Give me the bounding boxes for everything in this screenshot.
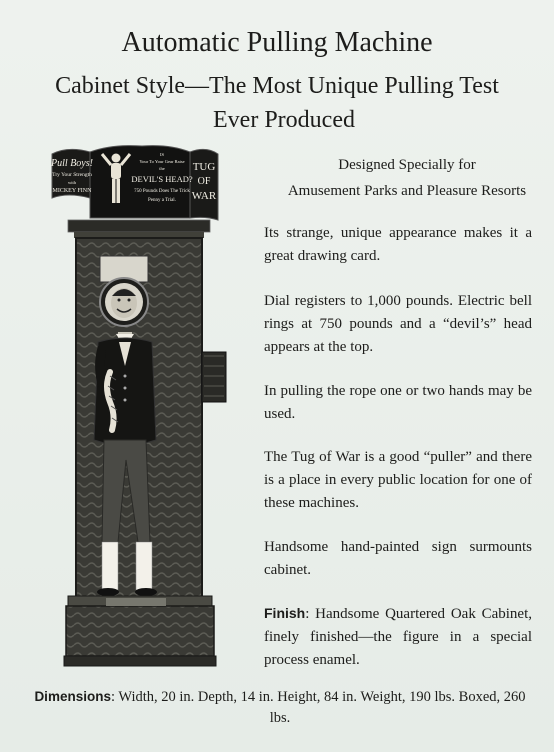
paragraph-dial: Dial registers to 1,000 pounds. Electric bell rings at 750 pounds and a “devil’s” head appears at the top. — [264, 293, 532, 355]
sign-left-line2: Try Your Strength — [52, 172, 92, 178]
paragraph-finish — [264, 602, 532, 672]
page-title: Automatic Pulling Machine — [121, 27, 433, 58]
sign-center-line5: 750 Pounds Does The Trick — [134, 189, 190, 194]
pulling-machine-illustration — [46, 140, 242, 675]
page-subtitle-line2: Ever Produced — [213, 107, 355, 133]
cabinet-base — [66, 606, 214, 656]
sign-center-line1: IS — [159, 152, 165, 157]
paragraph-appearance: Its strange, unique appearance makes it a great drawing card. — [264, 225, 532, 264]
designed-for-line1: Designed Specially for — [338, 157, 476, 173]
page-subtitle-line1: Cabinet Style—The Most Unique Pulling Test — [55, 73, 499, 99]
paragraph-sign: Handsome hand-painted sign surmounts cabinet. — [264, 539, 532, 578]
cabinet-plinth — [64, 656, 216, 666]
designed-for-line2: Amusement Parks and Pleasure Resorts — [287, 183, 527, 199]
dimensions-line — [30, 686, 530, 729]
cabinet-sign — [50, 146, 218, 220]
paragraph-tug-of-war: The Tug of War is a good “puller” and there is a place in every public location for one of these machines. — [264, 449, 532, 511]
paragraph-pulling: In pulling the rope one or two hands may be used. — [264, 383, 532, 422]
sign-center-line6: Penny a Trial. — [148, 198, 176, 203]
sign-right-line2: OF — [197, 176, 211, 187]
finish-label: Finish — [264, 605, 306, 621]
sign-center-line4: DEVIL'S HEAD? — [131, 174, 193, 184]
dimensions-label: Dimensions — [34, 689, 111, 704]
dimensions-text: : Width, 20 in. Depth, 14 in. Height, 84 in. Weight, 190 lbs. Boxed, 260 lbs. — [110, 689, 526, 726]
sign-right-line1: TUG — [192, 161, 216, 173]
rope-housing — [202, 352, 226, 402]
sign-right-line3: WAR — [191, 190, 217, 202]
sign-left-line3: with — [67, 180, 77, 185]
sign-center-line2: Your To Your Gear Raise — [139, 159, 185, 164]
finish-text: : Handsome Quartered Oak Cabinet, finely finished—the figure in a special process enamel. — [264, 606, 532, 668]
cabinet-cornice — [68, 220, 210, 232]
sign-left-line4: MICKEY FINN — [52, 188, 92, 194]
sign-left-line1: Pull Boys! — [51, 158, 93, 169]
sign-center-line3: the — [159, 166, 165, 171]
base-nameplate — [106, 598, 166, 606]
designed-for-heading — [262, 152, 552, 204]
dial-face-portrait — [111, 288, 137, 318]
